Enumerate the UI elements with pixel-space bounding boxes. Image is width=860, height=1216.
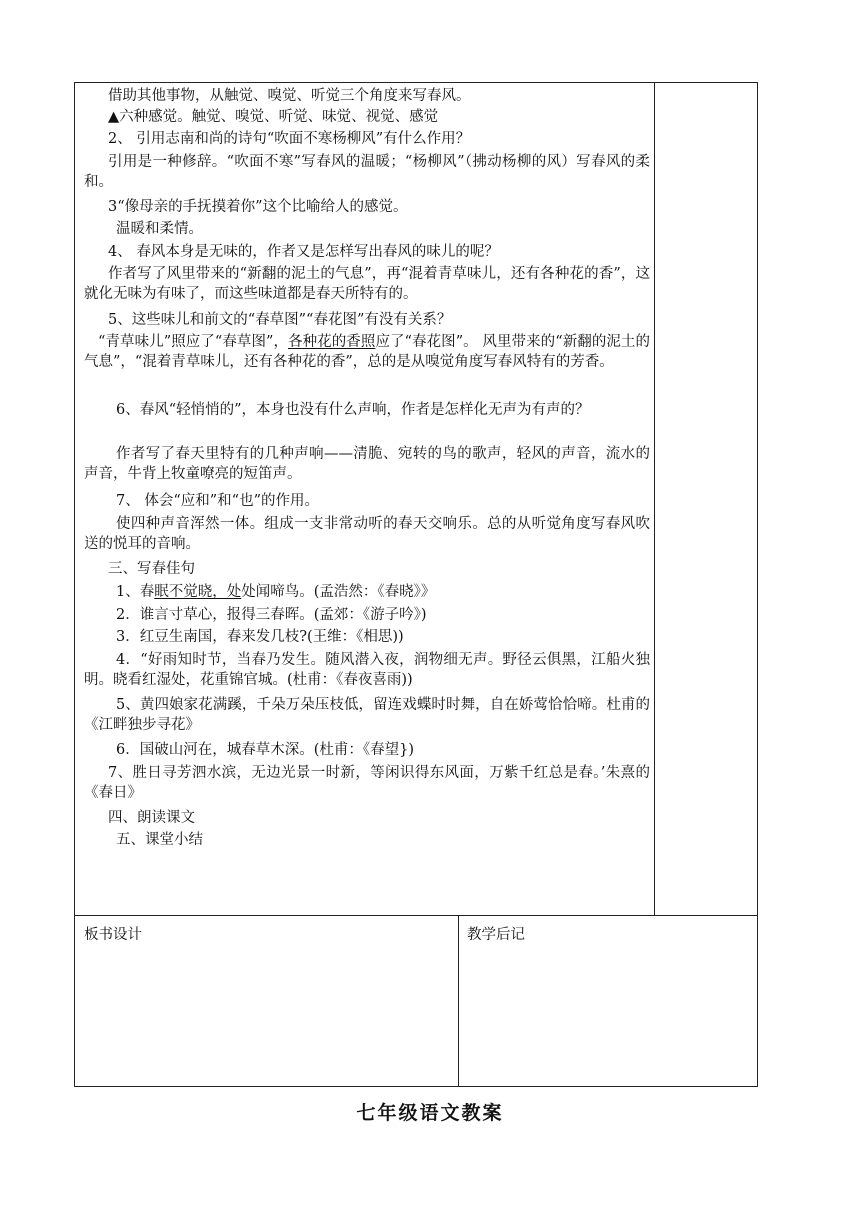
row-divider bbox=[74, 915, 758, 916]
verse-5: 5、黄四娘家花满蹊，千朵万朵压枝低，留连戏蝶时时舞，自在娇莺恰恰啼。杜甫的《江畔独步寻花》 bbox=[84, 697, 650, 733]
verse-1 bbox=[84, 582, 650, 602]
column-divider bbox=[654, 82, 655, 916]
question-5: 5、这些味儿和前文的“春草图”“春花图”有没有关系？ bbox=[108, 312, 452, 328]
table-border-bottom bbox=[74, 1086, 758, 1087]
text-line: 借助其他事物，从触觉、嗅觉、听觉三个角度来写春风。 bbox=[108, 88, 471, 104]
verse-4: 4．“好雨知时节，当春乃发生。随风潜入夜，润物细无声。野径云俱黑，江船火独明。晓看红湿处，花重锦官城。(杜甫：《春夜喜雨)) bbox=[84, 652, 650, 688]
section-heading-3: 三、写春佳句 bbox=[108, 561, 195, 577]
verse-3: 3．红豆生南国，春来发几枝?(王维：《相思)) bbox=[116, 629, 404, 645]
question-6: 6、春风“轻悄悄的”，本身也没有什么声响，作者是怎样化无声为有声的？ bbox=[116, 402, 590, 418]
table-border-top bbox=[74, 82, 758, 83]
question-7: 7、 体会“应和”和“也”的作用。 bbox=[116, 493, 319, 509]
answer-6: 作者写了春天里特有的几种声响——清脆、宛转的鸟的歌声，轻风的声音，流水的声音，牛背上牧童嘹亮的短笛声。 bbox=[84, 446, 650, 482]
answer-5-part: “青草味儿”照应了“春草图”， bbox=[98, 334, 289, 350]
question-4: 4、 春风本身是无味的，作者又是怎样写出春风的味儿的呢？ bbox=[108, 244, 499, 260]
teaching-notes-label: 教学后记 bbox=[467, 927, 525, 943]
verse-1-part: 1、春 bbox=[116, 584, 155, 600]
verse-2: 2．谁言寸草心，报得三春晖。(孟郊：《游子吟》) bbox=[116, 607, 427, 623]
answer-2: 引用是一种修辞。“吹面不寒”写春风的温暖；“杨柳风”（拂动杨柳的风）写春风的柔和。 bbox=[84, 154, 650, 190]
section-heading-5: 五、课堂小结 bbox=[116, 832, 203, 848]
bottom-column-divider bbox=[458, 915, 459, 1087]
text-line: ▲六种感觉。触觉、嗅觉、听觉、味觉、视觉、感觉 bbox=[108, 109, 439, 125]
verse-1-part: 处闻啼鸟。(孟浩然：《春晓》》 bbox=[241, 584, 436, 600]
answer-4: 作者写了风里带来的“新翻的泥土的气息”，再“混着青草味儿，还有各种花的香”，这就化无味为有味了，而这些味道都是春天所特有的。 bbox=[84, 266, 650, 302]
table-border-left bbox=[74, 82, 75, 1087]
verse-6: 6．国破山河在，城春草木深。(杜甫：《春望}) bbox=[116, 742, 415, 758]
question-2: 2、 引用志南和尚的诗句“吹面不寒杨柳风”有什么作用？ bbox=[108, 131, 471, 147]
answer-5-part: 应了“春花图”。 风里带来的“新翻的泥土的气息”，“混着青草味儿，还有各种花的香”，总的是从嗅觉角度写春风特有的芳香。 bbox=[84, 334, 650, 370]
page-title: 七年级语文教案 bbox=[356, 1102, 504, 1124]
answer-7: 使四种声音浑然一体。组成一支非常动听的春天交响乐。总的从听觉角度写春风吹送的悦耳的音响。 bbox=[84, 516, 650, 552]
question-3: 3“像母亲的手抚摸着你”这个比喻给人的感觉。 bbox=[108, 199, 408, 215]
board-design-label: 板书设计 bbox=[84, 927, 142, 943]
answer-5 bbox=[84, 332, 650, 372]
verse-7: 7、胜日寻芳泗水滨，无边光景一时新，等闲识得东风面，万紫千红总是春。’朱熹的《春日》 bbox=[84, 765, 650, 801]
underlined-text: 各种花的香照 bbox=[288, 334, 376, 350]
table-border-right bbox=[757, 82, 758, 1087]
section-heading-4: 四、朗读课文 bbox=[108, 810, 195, 826]
answer-3: 温暖和柔情。 bbox=[116, 221, 203, 237]
underlined-text: 眠不觉晓，处 bbox=[154, 584, 242, 600]
